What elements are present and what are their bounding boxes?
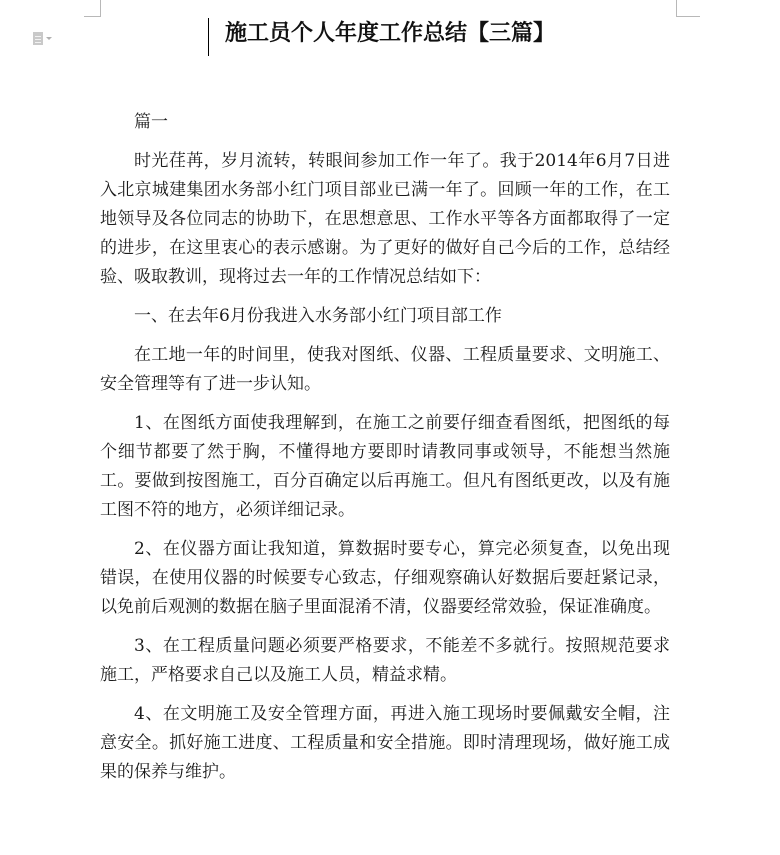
paragraph-overview: 在工地一年的时间里，使我对图纸、仪器、工程质量要求、文明施工、安全管理等有了进一步认知。 <box>100 345 670 394</box>
document-title: 施工员个人年度工作总结【三篇】 <box>224 21 555 46</box>
paragraph-safety: 4、在文明施工及安全管理方面，再进入施工现场时要佩戴安全帽，注意安全。抓好施工进度、工程质量和安全措施。即时清理现场，做好施工成果的保养与维护。 <box>100 704 670 782</box>
paragraph-quality: 3、在工程质量问题必须要严格要求，不能差不多就行。按照规范要求施工，严格要求自己以及施工人员，精益求精。 <box>100 636 670 685</box>
paragraph-intro: 时光荏苒，岁月流转，转眼间参加工作一年了。我于2014年6月7日进入北京城建集团水务部小红门项目部业已满一年了。回顾一年的工作，在工地领导及各位同志的协助下，在思想意思、工作水平等各方面都取得了一定的进步，在这里衷心的表示感谢。为了更好的做好自己今后的工作，总结经验、吸取教训，现将过去一年的工作情况总结如下： <box>100 151 670 287</box>
crop-mark-top-left-horizontal <box>84 16 101 17</box>
paragraph-drawings: 1、在图纸方面使我理解到，在施工之前要仔细查看图纸，把图纸的每个细节都要了然于胸，不懂得地方要即时请教同事或领导，不能想当然施工。要做到按图施工，百分百确定以后再施工。但凡有图纸更改，以及有施工图不符的地方，必须详细记录。 <box>100 413 670 520</box>
text-cursor <box>208 18 209 56</box>
crop-mark-top-right-horizontal <box>676 16 700 17</box>
section-heading: 篇一 <box>134 112 168 132</box>
paragraph-heading-one: 一、在去年6月份我进入水务部小红门项目部工作 <box>134 306 502 326</box>
crop-mark-top-right-vertical <box>676 0 677 16</box>
paragraph-instruments: 2、在仪器方面让我知道，算数据时要专心，算完必须复查，以免出现错误，在使用仪器的时候要专心致志，仔细观察确认好数据后要赶紧记录，以免前后观测的数据在脑子里面混淆不清，仪器要经常效验，保证准确度。 <box>100 539 670 617</box>
crop-mark-top-left-vertical <box>100 0 101 16</box>
document-body[interactable] <box>100 108 670 787</box>
